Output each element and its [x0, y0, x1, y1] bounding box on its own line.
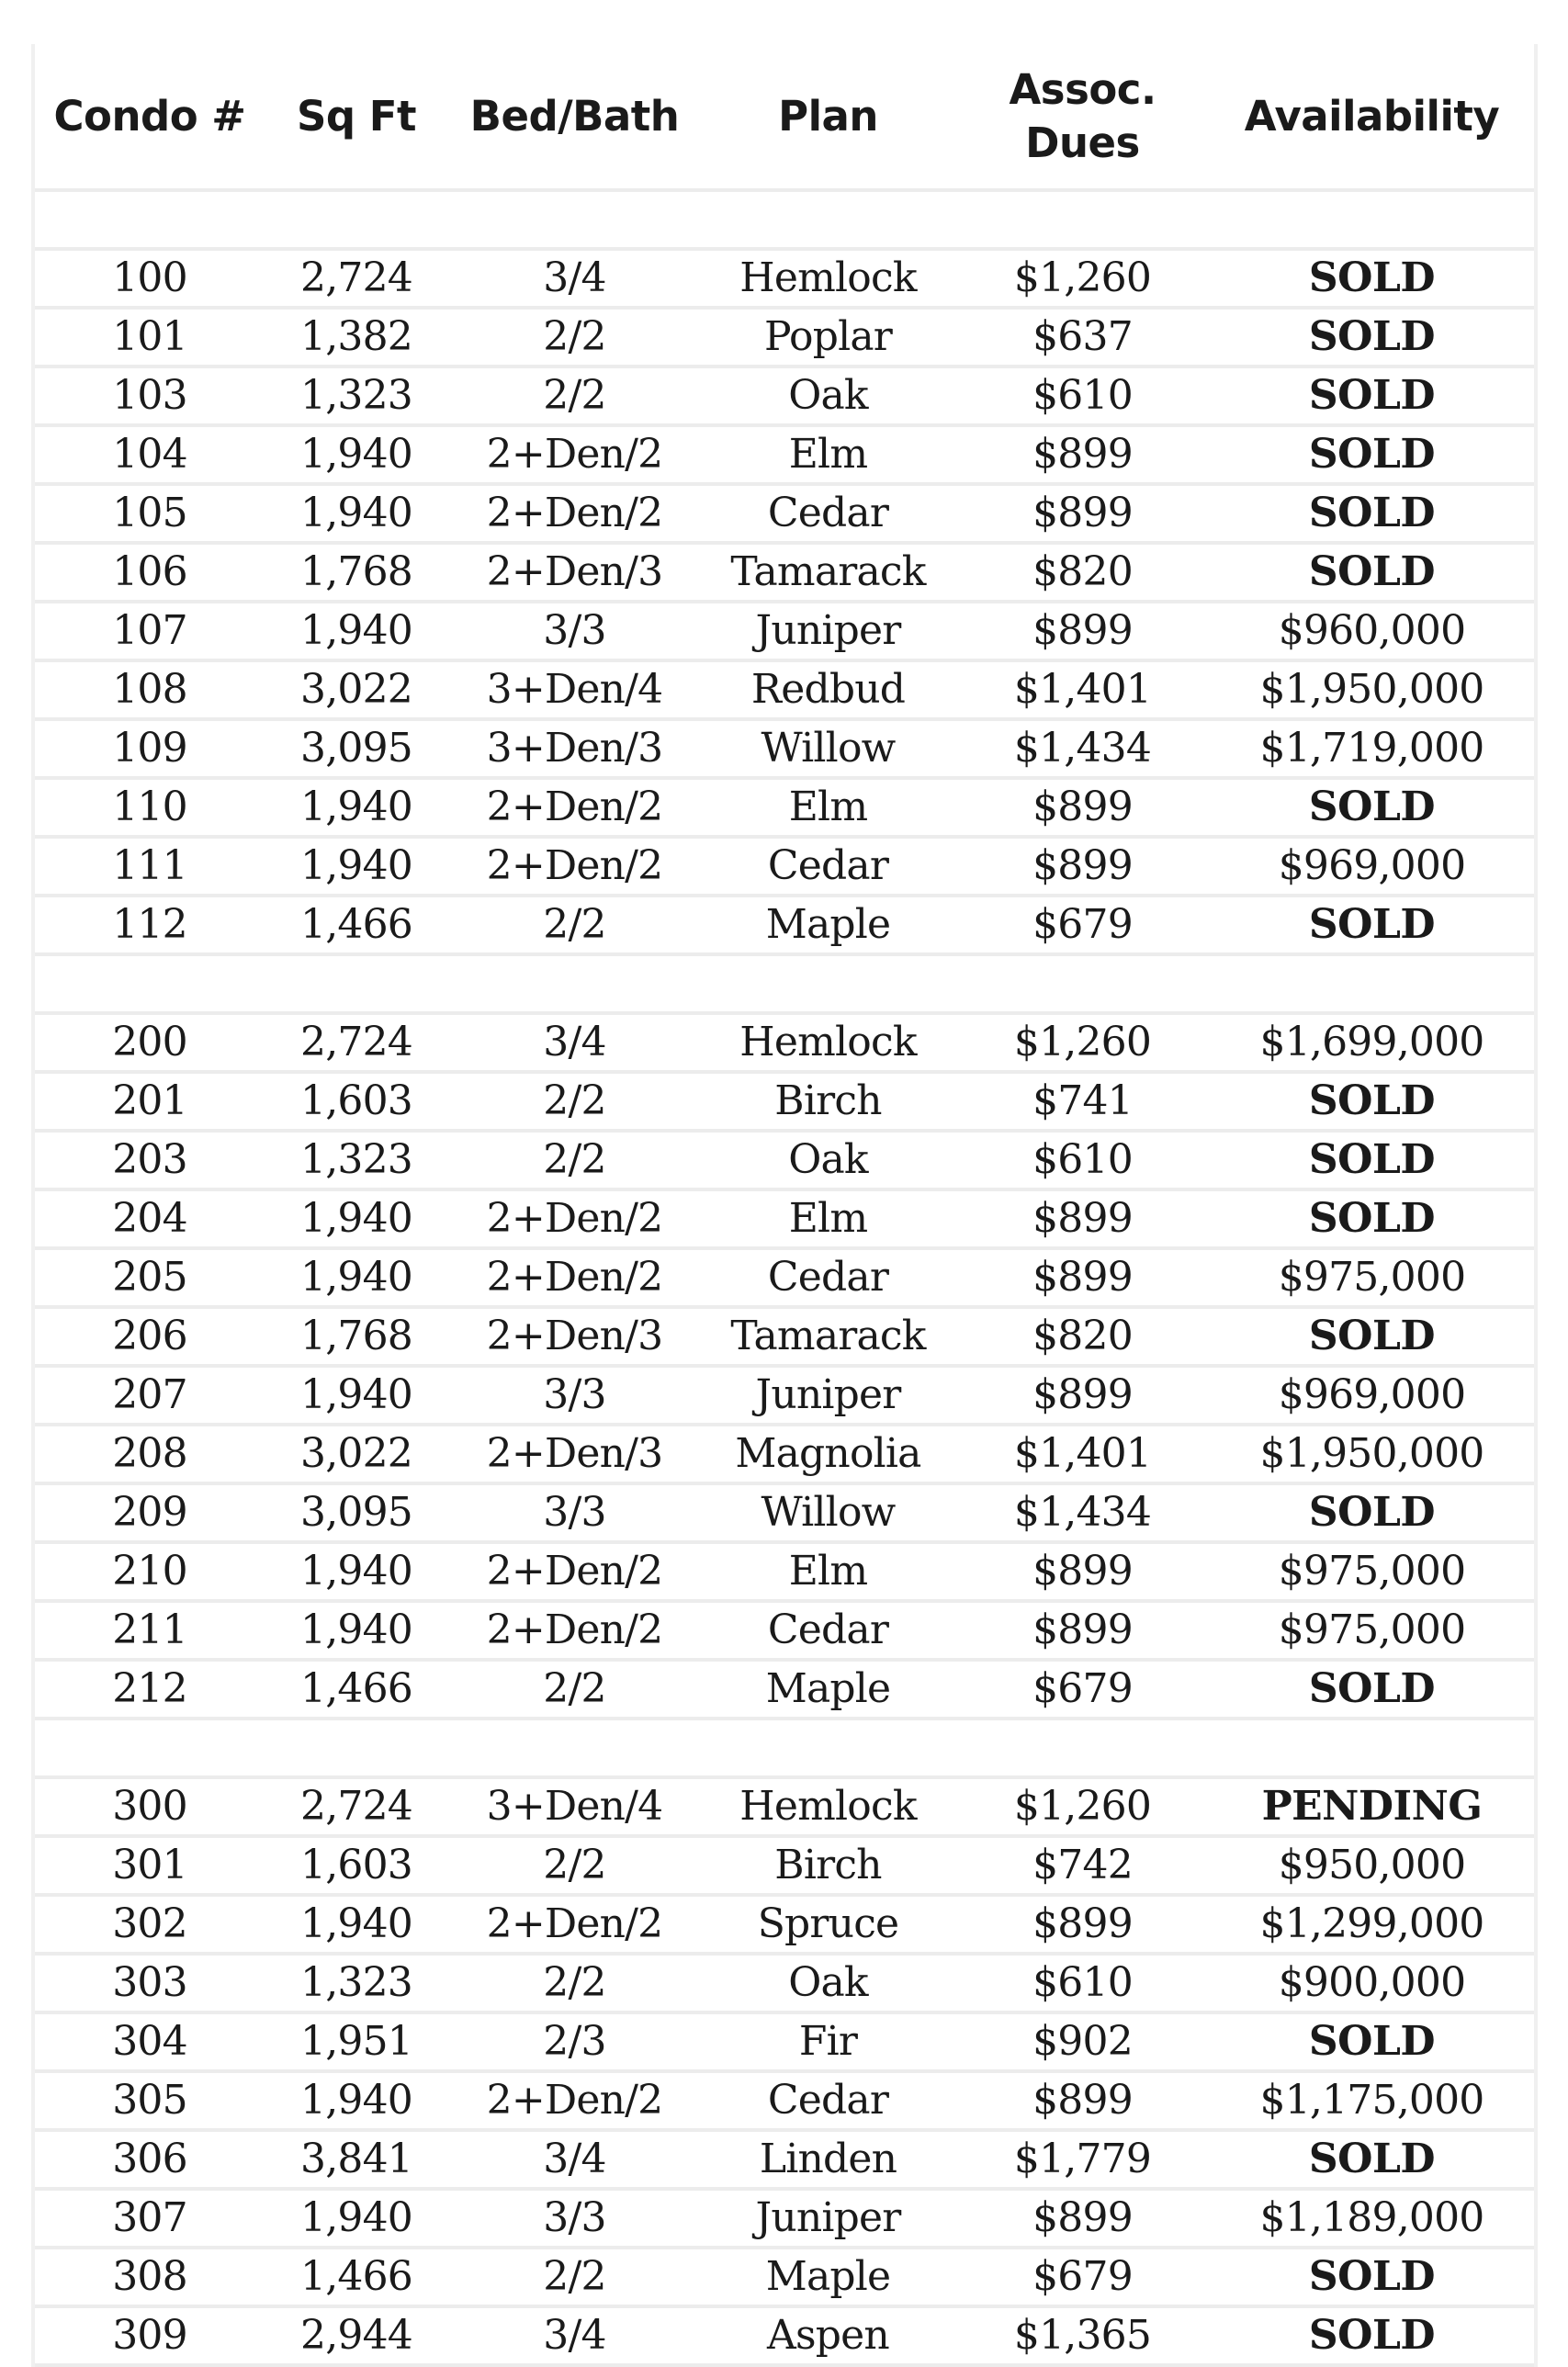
- dues-cell: $741: [955, 1072, 1210, 1131]
- bedbath-cell: 2/2: [448, 1660, 701, 1719]
- availability-cell: $1,950,000: [1210, 660, 1534, 719]
- plan-cell: Linden: [701, 2130, 955, 2189]
- availability-cell: $1,189,000: [1210, 2189, 1534, 2248]
- sqft-cell: 1,466: [265, 2248, 448, 2306]
- bedbath-cell: 2+Den/2: [448, 1189, 701, 1248]
- condo-cell: 106: [35, 543, 265, 602]
- bedbath-cell: 3/4: [448, 2306, 701, 2365]
- dues-cell: $899: [955, 1189, 1210, 1248]
- availability-cell: SOLD: [1210, 1307, 1534, 1366]
- dues-cell: $1,434: [955, 1483, 1210, 1542]
- sqft-cell: 1,940: [265, 1895, 448, 1954]
- condo-cell: 305: [35, 2071, 265, 2130]
- condo-cell: 103: [35, 366, 265, 425]
- condo-cell: 112: [35, 896, 265, 954]
- plan-cell: Maple: [701, 896, 955, 954]
- condo-cell: 304: [35, 2012, 265, 2071]
- dues-cell: $899: [955, 1601, 1210, 1660]
- bedbath-cell: 3+Den/4: [448, 660, 701, 719]
- sqft-cell: 1,768: [265, 543, 448, 602]
- dues-cell: $899: [955, 602, 1210, 660]
- plan-cell: Poplar: [701, 308, 955, 366]
- bedbath-cell: 2/3: [448, 2012, 701, 2071]
- plan-cell: Hemlock: [701, 1777, 955, 1836]
- bedbath-cell: 2/2: [448, 1072, 701, 1131]
- availability-cell: $960,000: [1210, 602, 1534, 660]
- availability-cell: $969,000: [1210, 1366, 1534, 1425]
- availability-cell: $975,000: [1210, 1248, 1534, 1307]
- table-body: [35, 190, 1534, 2365]
- dues-cell: $1,779: [955, 2130, 1210, 2189]
- sqft-cell: 1,951: [265, 2012, 448, 2071]
- bedbath-cell: 2/2: [448, 308, 701, 366]
- dues-cell: $899: [955, 2189, 1210, 2248]
- sqft-cell: 2,724: [265, 1777, 448, 1836]
- availability-cell: SOLD: [1210, 1660, 1534, 1719]
- sqft-cell: 1,940: [265, 602, 448, 660]
- availability-cell: SOLD: [1210, 2130, 1534, 2189]
- plan-cell: Cedar: [701, 1601, 955, 1660]
- bedbath-cell: 3/3: [448, 2189, 701, 2248]
- condo-cell: 201: [35, 1072, 265, 1131]
- condo-cell: 300: [35, 1777, 265, 1836]
- condo-availability-sheet: [31, 44, 1538, 2367]
- table-row: [35, 1542, 1534, 1601]
- sqft-cell: 1,940: [265, 1601, 448, 1660]
- header-row: [35, 44, 1534, 190]
- table-row: [35, 2071, 1534, 2130]
- sqft-cell: 1,940: [265, 484, 448, 543]
- table-row: [35, 1248, 1534, 1307]
- table-row: [35, 1189, 1534, 1248]
- dues-cell: $899: [955, 2071, 1210, 2130]
- sqft-cell: 1,940: [265, 1542, 448, 1601]
- condo-cell: 309: [35, 2306, 265, 2365]
- availability-cell: $1,175,000: [1210, 2071, 1534, 2130]
- condo-cell: 108: [35, 660, 265, 719]
- condo-cell: 301: [35, 1836, 265, 1895]
- sqft-cell: 1,603: [265, 1072, 448, 1131]
- plan-cell: Hemlock: [701, 249, 955, 308]
- sqft-cell: 3,022: [265, 1425, 448, 1483]
- table-row: [35, 308, 1534, 366]
- bedbath-cell: 2+Den/3: [448, 543, 701, 602]
- table-row: [35, 543, 1534, 602]
- dues-cell: $1,260: [955, 1777, 1210, 1836]
- table-row: [35, 719, 1534, 778]
- bedbath-cell: 2+Den/2: [448, 425, 701, 484]
- table-row: [35, 1483, 1534, 1542]
- condo-cell: 111: [35, 837, 265, 896]
- table-row: [35, 1660, 1534, 1719]
- availability-cell: SOLD: [1210, 1131, 1534, 1189]
- table-row: [35, 2306, 1534, 2365]
- table-row: [35, 2248, 1534, 2306]
- availability-cell: SOLD: [1210, 2012, 1534, 2071]
- condo-cell: 100: [35, 249, 265, 308]
- plan-cell: Hemlock: [701, 1013, 955, 1072]
- availability-cell: $1,299,000: [1210, 1895, 1534, 1954]
- table-row: [35, 1072, 1534, 1131]
- bedbath-cell: 2+Den/2: [448, 1248, 701, 1307]
- bedbath-cell: 2/2: [448, 366, 701, 425]
- condo-cell: 109: [35, 719, 265, 778]
- dues-cell: $902: [955, 2012, 1210, 2071]
- spacer-cell: [35, 954, 1534, 1013]
- plan-cell: Fir: [701, 2012, 955, 2071]
- availability-cell: SOLD: [1210, 896, 1534, 954]
- table-row: [35, 1895, 1534, 1954]
- bedbath-cell: 2+Den/2: [448, 2071, 701, 2130]
- plan-cell: Oak: [701, 1131, 955, 1189]
- table-row: [35, 425, 1534, 484]
- plan-cell: Maple: [701, 1660, 955, 1719]
- condo-cell: 207: [35, 1366, 265, 1425]
- bedbath-cell: 2/2: [448, 2248, 701, 2306]
- table-row: [35, 484, 1534, 543]
- plan-cell: Aspen: [701, 2306, 955, 2365]
- table-header: [35, 44, 1534, 190]
- sqft-cell: 1,603: [265, 1836, 448, 1895]
- availability-cell: SOLD: [1210, 425, 1534, 484]
- header-dues-line2: Dues: [1025, 118, 1140, 167]
- plan-cell: Birch: [701, 1836, 955, 1895]
- table-row: [35, 602, 1534, 660]
- plan-cell: Willow: [701, 1483, 955, 1542]
- bedbath-cell: 2+Den/2: [448, 837, 701, 896]
- availability-cell: SOLD: [1210, 1189, 1534, 1248]
- sqft-cell: 1,940: [265, 1248, 448, 1307]
- condo-cell: 205: [35, 1248, 265, 1307]
- dues-cell: $899: [955, 1542, 1210, 1601]
- table-row: [35, 2012, 1534, 2071]
- header-condo: Condo #: [35, 44, 265, 190]
- table-row: [35, 366, 1534, 425]
- availability-cell: $1,950,000: [1210, 1425, 1534, 1483]
- bedbath-cell: 3/3: [448, 1366, 701, 1425]
- bedbath-cell: 3/4: [448, 1013, 701, 1072]
- condo-cell: 203: [35, 1131, 265, 1189]
- spacer-cell: [35, 190, 1534, 249]
- plan-cell: Elm: [701, 1189, 955, 1248]
- table-row: [35, 1954, 1534, 2012]
- dues-cell: $610: [955, 366, 1210, 425]
- sqft-cell: 1,940: [265, 1189, 448, 1248]
- availability-cell: $1,719,000: [1210, 719, 1534, 778]
- plan-cell: Juniper: [701, 2189, 955, 2248]
- bedbath-cell: 2/2: [448, 1954, 701, 2012]
- availability-cell: SOLD: [1210, 778, 1534, 837]
- dues-cell: $742: [955, 1836, 1210, 1895]
- sqft-cell: 3,022: [265, 660, 448, 719]
- availability-cell: SOLD: [1210, 249, 1534, 308]
- condo-cell: 200: [35, 1013, 265, 1072]
- bedbath-cell: 2/2: [448, 1836, 701, 1895]
- availability-cell: SOLD: [1210, 484, 1534, 543]
- availability-cell: SOLD: [1210, 2248, 1534, 2306]
- availability-cell: SOLD: [1210, 308, 1534, 366]
- availability-cell: $975,000: [1210, 1601, 1534, 1660]
- dues-cell: $1,260: [955, 249, 1210, 308]
- table-row: [35, 1425, 1534, 1483]
- plan-cell: Cedar: [701, 484, 955, 543]
- header-sqft: Sq Ft: [265, 44, 448, 190]
- table-row: [35, 1307, 1534, 1366]
- condo-cell: 307: [35, 2189, 265, 2248]
- plan-cell: Magnolia: [701, 1425, 955, 1483]
- availability-cell: SOLD: [1210, 2306, 1534, 2365]
- table-row: [35, 837, 1534, 896]
- plan-cell: Tamarack: [701, 1307, 955, 1366]
- bedbath-cell: 3/3: [448, 1483, 701, 1542]
- availability-cell: SOLD: [1210, 543, 1534, 602]
- plan-cell: Juniper: [701, 1366, 955, 1425]
- bedbath-cell: 2+Den/2: [448, 1601, 701, 1660]
- dues-cell: $679: [955, 2248, 1210, 2306]
- bedbath-cell: 2+Den/2: [448, 1895, 701, 1954]
- plan-cell: Elm: [701, 1542, 955, 1601]
- sqft-cell: 1,940: [265, 2071, 448, 2130]
- sqft-cell: 1,466: [265, 1660, 448, 1719]
- bedbath-cell: 3+Den/4: [448, 1777, 701, 1836]
- header-bedbath: Bed/Bath: [448, 44, 701, 190]
- bedbath-cell: 3/4: [448, 2130, 701, 2189]
- bedbath-cell: 2+Den/2: [448, 778, 701, 837]
- dues-cell: $899: [955, 1895, 1210, 1954]
- table-row: [35, 1131, 1534, 1189]
- table-row: [35, 2130, 1534, 2189]
- sqft-cell: 1,323: [265, 366, 448, 425]
- dues-cell: $1,260: [955, 1013, 1210, 1072]
- sqft-cell: 3,095: [265, 1483, 448, 1542]
- sqft-cell: 3,841: [265, 2130, 448, 2189]
- header-plan: Plan: [701, 44, 955, 190]
- header-assoc-dues: [955, 44, 1210, 190]
- table-row: [35, 2189, 1534, 2248]
- availability-cell: $1,699,000: [1210, 1013, 1534, 1072]
- table-row: [35, 249, 1534, 308]
- table-row: [35, 1366, 1534, 1425]
- plan-cell: Oak: [701, 366, 955, 425]
- spacer-row: [35, 954, 1534, 1013]
- dues-cell: $610: [955, 1131, 1210, 1189]
- dues-cell: $899: [955, 837, 1210, 896]
- bedbath-cell: 2+Den/3: [448, 1425, 701, 1483]
- dues-cell: $820: [955, 543, 1210, 602]
- sqft-cell: 1,323: [265, 1954, 448, 2012]
- plan-cell: Redbud: [701, 660, 955, 719]
- sqft-cell: 3,095: [265, 719, 448, 778]
- spacer-row: [35, 190, 1534, 249]
- plan-cell: Willow: [701, 719, 955, 778]
- table-row: [35, 1836, 1534, 1895]
- plan-cell: Cedar: [701, 1248, 955, 1307]
- dues-cell: $1,434: [955, 719, 1210, 778]
- dues-cell: $820: [955, 1307, 1210, 1366]
- dues-cell: $1,401: [955, 660, 1210, 719]
- condo-cell: 204: [35, 1189, 265, 1248]
- table-row: [35, 1777, 1534, 1836]
- dues-cell: $679: [955, 1660, 1210, 1719]
- plan-cell: Maple: [701, 2248, 955, 2306]
- dues-cell: $1,365: [955, 2306, 1210, 2365]
- condo-cell: 303: [35, 1954, 265, 2012]
- dues-cell: $1,401: [955, 1425, 1210, 1483]
- table-row: [35, 1013, 1534, 1072]
- availability-cell: $969,000: [1210, 837, 1534, 896]
- spacer-cell: [35, 1719, 1534, 1777]
- condo-cell: 208: [35, 1425, 265, 1483]
- bedbath-cell: 2/2: [448, 1131, 701, 1189]
- bedbath-cell: 3+Den/3: [448, 719, 701, 778]
- condo-cell: 110: [35, 778, 265, 837]
- dues-cell: $679: [955, 896, 1210, 954]
- condo-cell: 105: [35, 484, 265, 543]
- header-dues-line1: Assoc.: [1009, 64, 1156, 114]
- table-row: [35, 896, 1534, 954]
- plan-cell: Birch: [701, 1072, 955, 1131]
- availability-cell: $900,000: [1210, 1954, 1534, 2012]
- bedbath-cell: 2+Den/2: [448, 484, 701, 543]
- condo-cell: 212: [35, 1660, 265, 1719]
- sqft-cell: 1,382: [265, 308, 448, 366]
- condo-table: [35, 44, 1534, 2367]
- sqft-cell: 2,724: [265, 249, 448, 308]
- plan-cell: Tamarack: [701, 543, 955, 602]
- plan-cell: Elm: [701, 778, 955, 837]
- dues-cell: $637: [955, 308, 1210, 366]
- condo-cell: 211: [35, 1601, 265, 1660]
- dues-cell: $899: [955, 778, 1210, 837]
- plan-cell: Spruce: [701, 1895, 955, 1954]
- bedbath-cell: 3/3: [448, 602, 701, 660]
- plan-cell: Cedar: [701, 837, 955, 896]
- condo-cell: 210: [35, 1542, 265, 1601]
- bedbath-cell: 3/4: [448, 249, 701, 308]
- dues-cell: $899: [955, 1248, 1210, 1307]
- sqft-cell: 2,724: [265, 1013, 448, 1072]
- availability-cell: SOLD: [1210, 1072, 1534, 1131]
- dues-cell: $899: [955, 484, 1210, 543]
- dues-cell: $899: [955, 425, 1210, 484]
- sqft-cell: 1,323: [265, 1131, 448, 1189]
- sqft-cell: 1,940: [265, 425, 448, 484]
- bedbath-cell: 2+Den/3: [448, 1307, 701, 1366]
- table-row: [35, 660, 1534, 719]
- bedbath-cell: 2/2: [448, 896, 701, 954]
- plan-cell: Oak: [701, 1954, 955, 2012]
- spacer-row: [35, 1719, 1534, 1777]
- sqft-cell: 1,940: [265, 2189, 448, 2248]
- availability-cell: $950,000: [1210, 1836, 1534, 1895]
- availability-cell: PENDING: [1210, 1777, 1534, 1836]
- availability-cell: SOLD: [1210, 1483, 1534, 1542]
- plan-cell: Elm: [701, 425, 955, 484]
- condo-cell: 101: [35, 308, 265, 366]
- bedbath-cell: 2+Den/2: [448, 1542, 701, 1601]
- condo-cell: 206: [35, 1307, 265, 1366]
- plan-cell: Juniper: [701, 602, 955, 660]
- sqft-cell: 1,940: [265, 837, 448, 896]
- sqft-cell: 1,466: [265, 896, 448, 954]
- plan-cell: Cedar: [701, 2071, 955, 2130]
- availability-cell: $975,000: [1210, 1542, 1534, 1601]
- sqft-cell: 1,940: [265, 778, 448, 837]
- table-row: [35, 778, 1534, 837]
- sqft-cell: 1,940: [265, 1366, 448, 1425]
- table-row: [35, 1601, 1534, 1660]
- condo-cell: 302: [35, 1895, 265, 1954]
- dues-cell: $899: [955, 1366, 1210, 1425]
- condo-cell: 104: [35, 425, 265, 484]
- condo-cell: 306: [35, 2130, 265, 2189]
- condo-cell: 209: [35, 1483, 265, 1542]
- availability-cell: SOLD: [1210, 366, 1534, 425]
- sqft-cell: 2,944: [265, 2306, 448, 2365]
- sqft-cell: 1,768: [265, 1307, 448, 1366]
- condo-cell: 107: [35, 602, 265, 660]
- condo-cell: 308: [35, 2248, 265, 2306]
- dues-cell: $610: [955, 1954, 1210, 2012]
- header-availability: Availability: [1210, 44, 1534, 190]
